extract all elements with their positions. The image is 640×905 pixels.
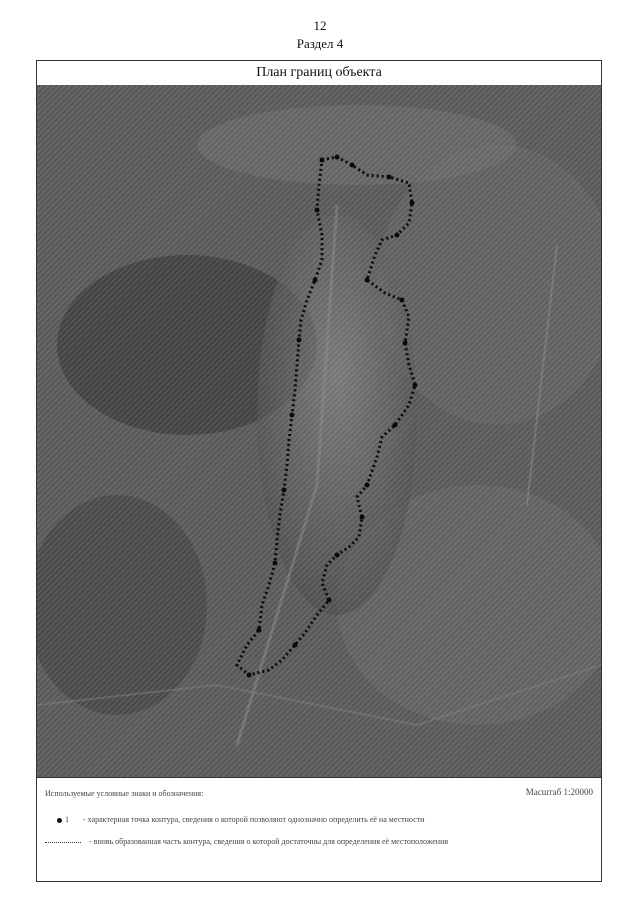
dotted-line-icon [45, 842, 81, 843]
page-number: 12 [313, 18, 327, 33]
legend-item-dotted-line [45, 837, 597, 846]
point-icon [57, 818, 62, 823]
satellite-image [37, 85, 601, 777]
aerial-map [37, 85, 601, 778]
legend-point-label: 1 [65, 815, 69, 824]
document-frame [36, 60, 602, 882]
plan-title: План границ объекта [37, 61, 601, 86]
legend-item-text: - вновь образованная часть контура, сведения о которой достаточны для определения её местоположения [89, 837, 449, 846]
legend-item-point [57, 815, 597, 824]
map-scale: Масштаб 1:20000 [525, 787, 593, 797]
legend-item-text: - характерная точка контура, сведения о которой позволяют однозначно определить её на местности [83, 815, 425, 824]
legend-title: Используемые условные знаки и обозначения: [45, 789, 204, 798]
section-title: Раздел 4 [296, 36, 344, 51]
